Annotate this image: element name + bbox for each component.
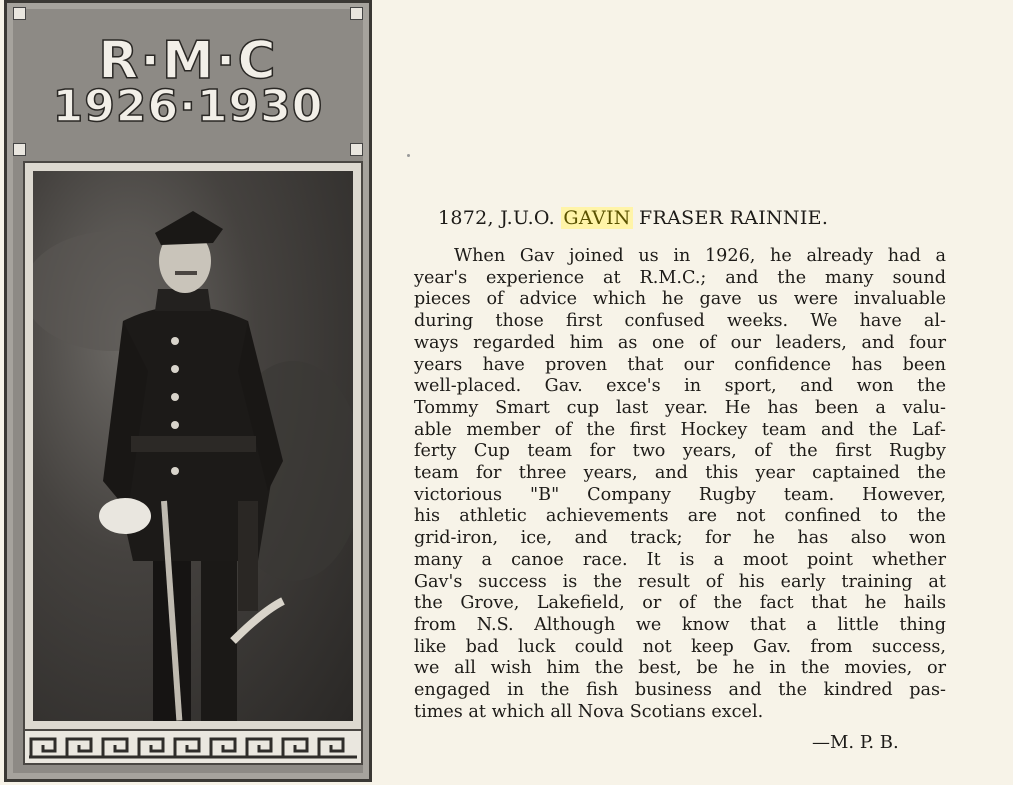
bio-line: many a canoe race. It is a moot point whether: [414, 549, 946, 570]
decorative-panel: [4, 0, 372, 782]
corner-stud-icon: [350, 7, 363, 20]
bio-line: times at which all Nova Scotians excel.: [414, 701, 764, 722]
portrait-photo: [33, 171, 353, 721]
bio-line: When Gav joined us in 1926, he already had a: [454, 246, 946, 266]
entry-heading: [438, 207, 958, 229]
bio-line: victorious "B" Company Rugby team. However,: [414, 484, 946, 505]
bio-line: Tommy Smart cup last year. He has been a valu-: [414, 397, 946, 418]
bio-line: his athletic achievements are not confined to the: [414, 506, 946, 527]
corner-stud-icon: [13, 7, 26, 20]
bio-line: ways regarded him as one of our leaders, and four: [414, 332, 946, 353]
bio-line: grid-iron, ice, and track; for he has also won: [414, 528, 946, 549]
highlighted-first-name: GAVIN: [563, 207, 631, 229]
greek-key-pattern-icon: [25, 731, 361, 763]
bio-line: ferty Cup team for two years, of the first Rugby: [414, 441, 946, 462]
bio-line: Gav's success is the result of his early training at: [414, 571, 946, 592]
bio-line: engaged in the fish business and the kindred pas-: [414, 680, 946, 701]
bio-line: the Grove, Lakefield, or of the fact that he hails: [414, 593, 946, 614]
bio-line: like bad luck could not keep Gav. from success,: [414, 636, 946, 657]
biography-text: [414, 246, 946, 723]
panel-title-rmc: R·M·C: [98, 31, 278, 91]
author-signature: —M. P. B.: [812, 732, 899, 753]
bio-line: team for three years, and this year captained the: [414, 463, 946, 484]
bio-line: we all wish him the best, be he in the movies, or: [414, 658, 946, 679]
corner-stud-icon: [13, 143, 26, 156]
cadet-portrait-icon: [33, 171, 353, 721]
cadet-surname: FRASER RAINNIE.: [639, 207, 829, 229]
greek-key-border: [23, 729, 363, 765]
bio-line: during those first confused weeks. We have al-: [414, 311, 946, 332]
bio-line: well-placed. Gav. exce's in sport, and won the: [414, 376, 946, 397]
bio-line: pieces of advice which he gave us were invaluable: [414, 289, 946, 310]
bio-line: year's experience at R.M.C.; and the many sound: [414, 267, 946, 288]
bio-line: able member of the first Hockey team and the Laf-: [414, 419, 946, 440]
bio-line: from N.S. Although we know that a little thing: [414, 614, 946, 635]
paper-speck: [407, 154, 410, 157]
bio-line: years have proven that our confidence has been: [414, 354, 946, 375]
cadet-number-rank: 1872, J.U.O.: [438, 207, 556, 229]
corner-stud-icon: [350, 143, 363, 156]
panel-title-years: 1926·1930: [52, 81, 324, 132]
portrait-frame: [23, 161, 363, 731]
